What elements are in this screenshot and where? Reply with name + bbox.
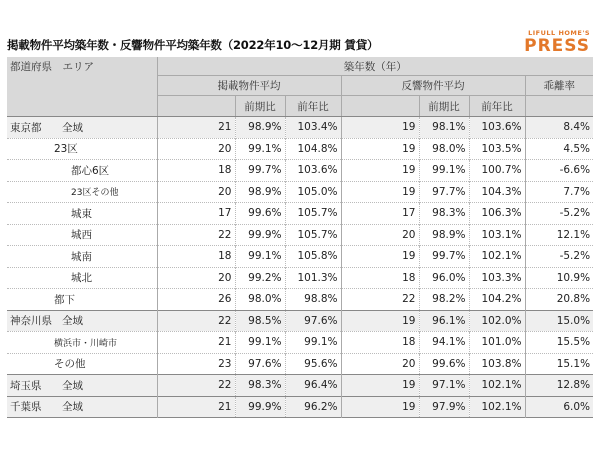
- listed-prev-year-cell: 95.6%: [285, 353, 341, 375]
- pref-name: 東京都: [10, 121, 42, 134]
- inquired-prev-year-cell: 103.1%: [469, 224, 525, 246]
- header-listed: 掲載物件平均: [157, 76, 341, 96]
- table-row: [7, 160, 593, 182]
- area-name: 城西: [71, 229, 92, 242]
- area-cell: [7, 246, 157, 268]
- pref-name: 埼玉県: [10, 379, 42, 392]
- pref-name: 千葉県: [10, 401, 42, 414]
- divergence-cell: -5.2%: [525, 246, 593, 268]
- listed-age-cell: 22: [218, 379, 232, 392]
- inquired-prev-period-cell: 97.1%: [419, 375, 469, 397]
- listed-prev-period-cell: 99.1%: [235, 138, 285, 160]
- divergence-cell: -5.2%: [525, 203, 593, 225]
- inquired-age-cell: 20: [341, 224, 419, 246]
- divergence-cell: 12.8%: [525, 375, 593, 397]
- inquired-age-cell: 19: [341, 375, 419, 397]
- listed-prev-year-cell: 96.2%: [285, 396, 341, 418]
- inquired-prev-period-cell: 96.0%: [419, 267, 469, 289]
- area-name: 都心6区: [71, 164, 110, 177]
- listed-prev-year-cell: 97.6%: [285, 310, 341, 332]
- listed-prev-period-cell: 98.9%: [235, 181, 285, 203]
- inquired-age-cell: 19: [341, 396, 419, 418]
- table-row: [7, 353, 593, 375]
- area-name: その他: [54, 358, 86, 371]
- area-name: 23区: [54, 143, 78, 156]
- listed-prev-year-cell: 101.3%: [285, 267, 341, 289]
- divergence-cell: 15.1%: [525, 353, 593, 375]
- logo-top-text: LIFULL HOME'S: [528, 29, 590, 37]
- listed-age-cell: 17: [218, 207, 232, 220]
- inquired-prev-period-cell: 98.0%: [419, 138, 469, 160]
- header-inquired-prev-year: 前年比: [469, 96, 525, 117]
- table-row: [7, 246, 593, 268]
- area-cell: [7, 332, 157, 354]
- area-name: 全域: [62, 315, 83, 328]
- divergence-cell: -6.6%: [525, 160, 593, 182]
- inquired-prev-period-cell: 96.1%: [419, 310, 469, 332]
- listed-prev-year-cell: 104.8%: [285, 138, 341, 160]
- listed-prev-period-cell: 98.0%: [235, 289, 285, 311]
- area-cell: [7, 203, 157, 225]
- listed-prev-period-cell: 98.5%: [235, 310, 285, 332]
- listed-prev-year-cell: 103.6%: [285, 160, 341, 182]
- inquired-age-cell: 20: [341, 353, 419, 375]
- listed-prev-period-cell: 99.6%: [235, 203, 285, 225]
- area-name: 都下: [54, 293, 75, 306]
- brand-logo: [524, 30, 590, 55]
- table-row: [7, 332, 593, 354]
- listed-age-cell: 20: [218, 271, 232, 284]
- inquired-prev-period-cell: 99.7%: [419, 246, 469, 268]
- table-row: [7, 138, 593, 160]
- logo-main-text: PRESS: [524, 35, 590, 56]
- inquired-prev-period-cell: 99.1%: [419, 160, 469, 182]
- listed-prev-period-cell: 99.1%: [235, 246, 285, 268]
- divergence-cell: 6.0%: [525, 396, 593, 418]
- listed-age-cell: 22: [218, 314, 232, 327]
- area-cell: [7, 224, 157, 246]
- inquired-prev-year-cell: 102.1%: [469, 396, 525, 418]
- header-pref-area: 都道府県 エリア: [7, 57, 157, 117]
- area-name: 全域: [62, 379, 83, 392]
- header-inquired-prev-period: 前期比: [419, 96, 469, 117]
- area-cell: [7, 138, 157, 160]
- header-inquired: 反響物件平均: [341, 76, 525, 96]
- inquired-prev-period-cell: 94.1%: [419, 332, 469, 354]
- table-row: [7, 310, 593, 332]
- area-cell: [7, 375, 157, 397]
- listed-prev-year-cell: 103.4%: [285, 117, 341, 139]
- area-name: 横浜市・川崎市: [54, 338, 118, 349]
- header-listed-prev-year: 前年比: [285, 96, 341, 117]
- listed-age-cell: 23: [218, 357, 232, 370]
- table-row: [7, 203, 593, 225]
- listed-age-cell: 18: [218, 164, 232, 177]
- inquired-prev-year-cell: 104.3%: [469, 181, 525, 203]
- divergence-cell: 8.4%: [525, 117, 593, 139]
- inquired-age-cell: 19: [341, 310, 419, 332]
- table-row: [7, 181, 593, 203]
- area-name: 全域: [62, 121, 83, 134]
- inquired-prev-period-cell: 99.6%: [419, 353, 469, 375]
- table-row: [7, 375, 593, 397]
- listed-prev-year-cell: 99.1%: [285, 332, 341, 354]
- listed-age-cell: 21: [218, 121, 232, 134]
- inquired-age-cell: 19: [341, 138, 419, 160]
- inquired-age-cell: 18: [341, 332, 419, 354]
- divergence-cell: 10.9%: [525, 267, 593, 289]
- inquired-age-cell: 19: [341, 117, 419, 139]
- listed-prev-period-cell: 99.7%: [235, 160, 285, 182]
- inquired-prev-year-cell: 106.3%: [469, 203, 525, 225]
- listed-prev-period-cell: 97.6%: [235, 353, 285, 375]
- header-divergence: 乖離率: [525, 76, 593, 96]
- inquired-prev-year-cell: 103.6%: [469, 117, 525, 139]
- inquired-age-cell: 17: [341, 203, 419, 225]
- listed-prev-year-cell: 96.4%: [285, 375, 341, 397]
- listed-age-cell: 20: [218, 185, 232, 198]
- inquired-age-cell: 22: [341, 289, 419, 311]
- inquired-age-cell: 19: [341, 246, 419, 268]
- table-row: [7, 224, 593, 246]
- area-name: 城南: [71, 250, 92, 263]
- inquired-prev-period-cell: 98.2%: [419, 289, 469, 311]
- divergence-cell: 15.5%: [525, 332, 593, 354]
- area-cell: [7, 289, 157, 311]
- table-row: [7, 396, 593, 418]
- listed-prev-period-cell: 99.2%: [235, 267, 285, 289]
- area-name: 23区その他: [71, 188, 119, 199]
- divergence-cell: 4.5%: [525, 138, 593, 160]
- divergence-cell: 20.8%: [525, 289, 593, 311]
- table-row: [7, 267, 593, 289]
- area-name: 全域: [62, 401, 83, 414]
- age-table: [7, 57, 593, 418]
- listed-age-cell: 18: [218, 250, 232, 263]
- divergence-cell: 15.0%: [525, 310, 593, 332]
- inquired-prev-year-cell: 103.3%: [469, 267, 525, 289]
- page-title: 掲載物件平均築年数・反響物件平均築年数（2022年10〜12月期 賃貸）: [7, 38, 379, 52]
- area-cell: [7, 181, 157, 203]
- listed-prev-period-cell: 98.9%: [235, 117, 285, 139]
- listed-prev-period-cell: 99.9%: [235, 224, 285, 246]
- table-row: [7, 117, 593, 139]
- listed-prev-period-cell: 99.9%: [235, 396, 285, 418]
- listed-age-cell: 20: [218, 142, 232, 155]
- inquired-prev-period-cell: 97.9%: [419, 396, 469, 418]
- inquired-age-cell: 19: [341, 181, 419, 203]
- area-cell: [7, 267, 157, 289]
- listed-age-cell: 21: [218, 400, 232, 413]
- inquired-prev-year-cell: 102.0%: [469, 310, 525, 332]
- inquired-prev-period-cell: 98.3%: [419, 203, 469, 225]
- inquired-prev-year-cell: 102.1%: [469, 246, 525, 268]
- inquired-prev-year-cell: 102.1%: [469, 375, 525, 397]
- listed-prev-year-cell: 105.7%: [285, 224, 341, 246]
- listed-age-cell: 26: [218, 293, 232, 306]
- area-cell: [7, 160, 157, 182]
- listed-prev-year-cell: 105.8%: [285, 246, 341, 268]
- inquired-prev-year-cell: 100.7%: [469, 160, 525, 182]
- table-row: [7, 289, 593, 311]
- listed-age-cell: 22: [218, 228, 232, 241]
- listed-prev-year-cell: 105.7%: [285, 203, 341, 225]
- inquired-prev-year-cell: 101.0%: [469, 332, 525, 354]
- listed-prev-period-cell: 98.3%: [235, 375, 285, 397]
- area-cell: [7, 396, 157, 418]
- area-cell: [7, 117, 157, 139]
- area-name: 城北: [71, 272, 92, 285]
- inquired-age-cell: 19: [341, 160, 419, 182]
- listed-prev-period-cell: 99.1%: [235, 332, 285, 354]
- header-listed-prev-period: 前期比: [235, 96, 285, 117]
- area-cell: [7, 310, 157, 332]
- inquired-prev-period-cell: 98.1%: [419, 117, 469, 139]
- inquired-age-cell: 18: [341, 267, 419, 289]
- inquired-prev-year-cell: 103.5%: [469, 138, 525, 160]
- header-chikunensu: 築年数（年）: [157, 57, 593, 76]
- listed-prev-year-cell: 105.0%: [285, 181, 341, 203]
- inquired-prev-year-cell: 103.8%: [469, 353, 525, 375]
- area-cell: [7, 353, 157, 375]
- pref-name: 神奈川県: [10, 315, 52, 328]
- listed-prev-year-cell: 98.8%: [285, 289, 341, 311]
- inquired-prev-year-cell: 104.2%: [469, 289, 525, 311]
- divergence-cell: 7.7%: [525, 181, 593, 203]
- area-name: 城東: [71, 207, 92, 220]
- inquired-prev-period-cell: 97.7%: [419, 181, 469, 203]
- listed-age-cell: 21: [218, 336, 232, 349]
- inquired-prev-period-cell: 98.9%: [419, 224, 469, 246]
- divergence-cell: 12.1%: [525, 224, 593, 246]
